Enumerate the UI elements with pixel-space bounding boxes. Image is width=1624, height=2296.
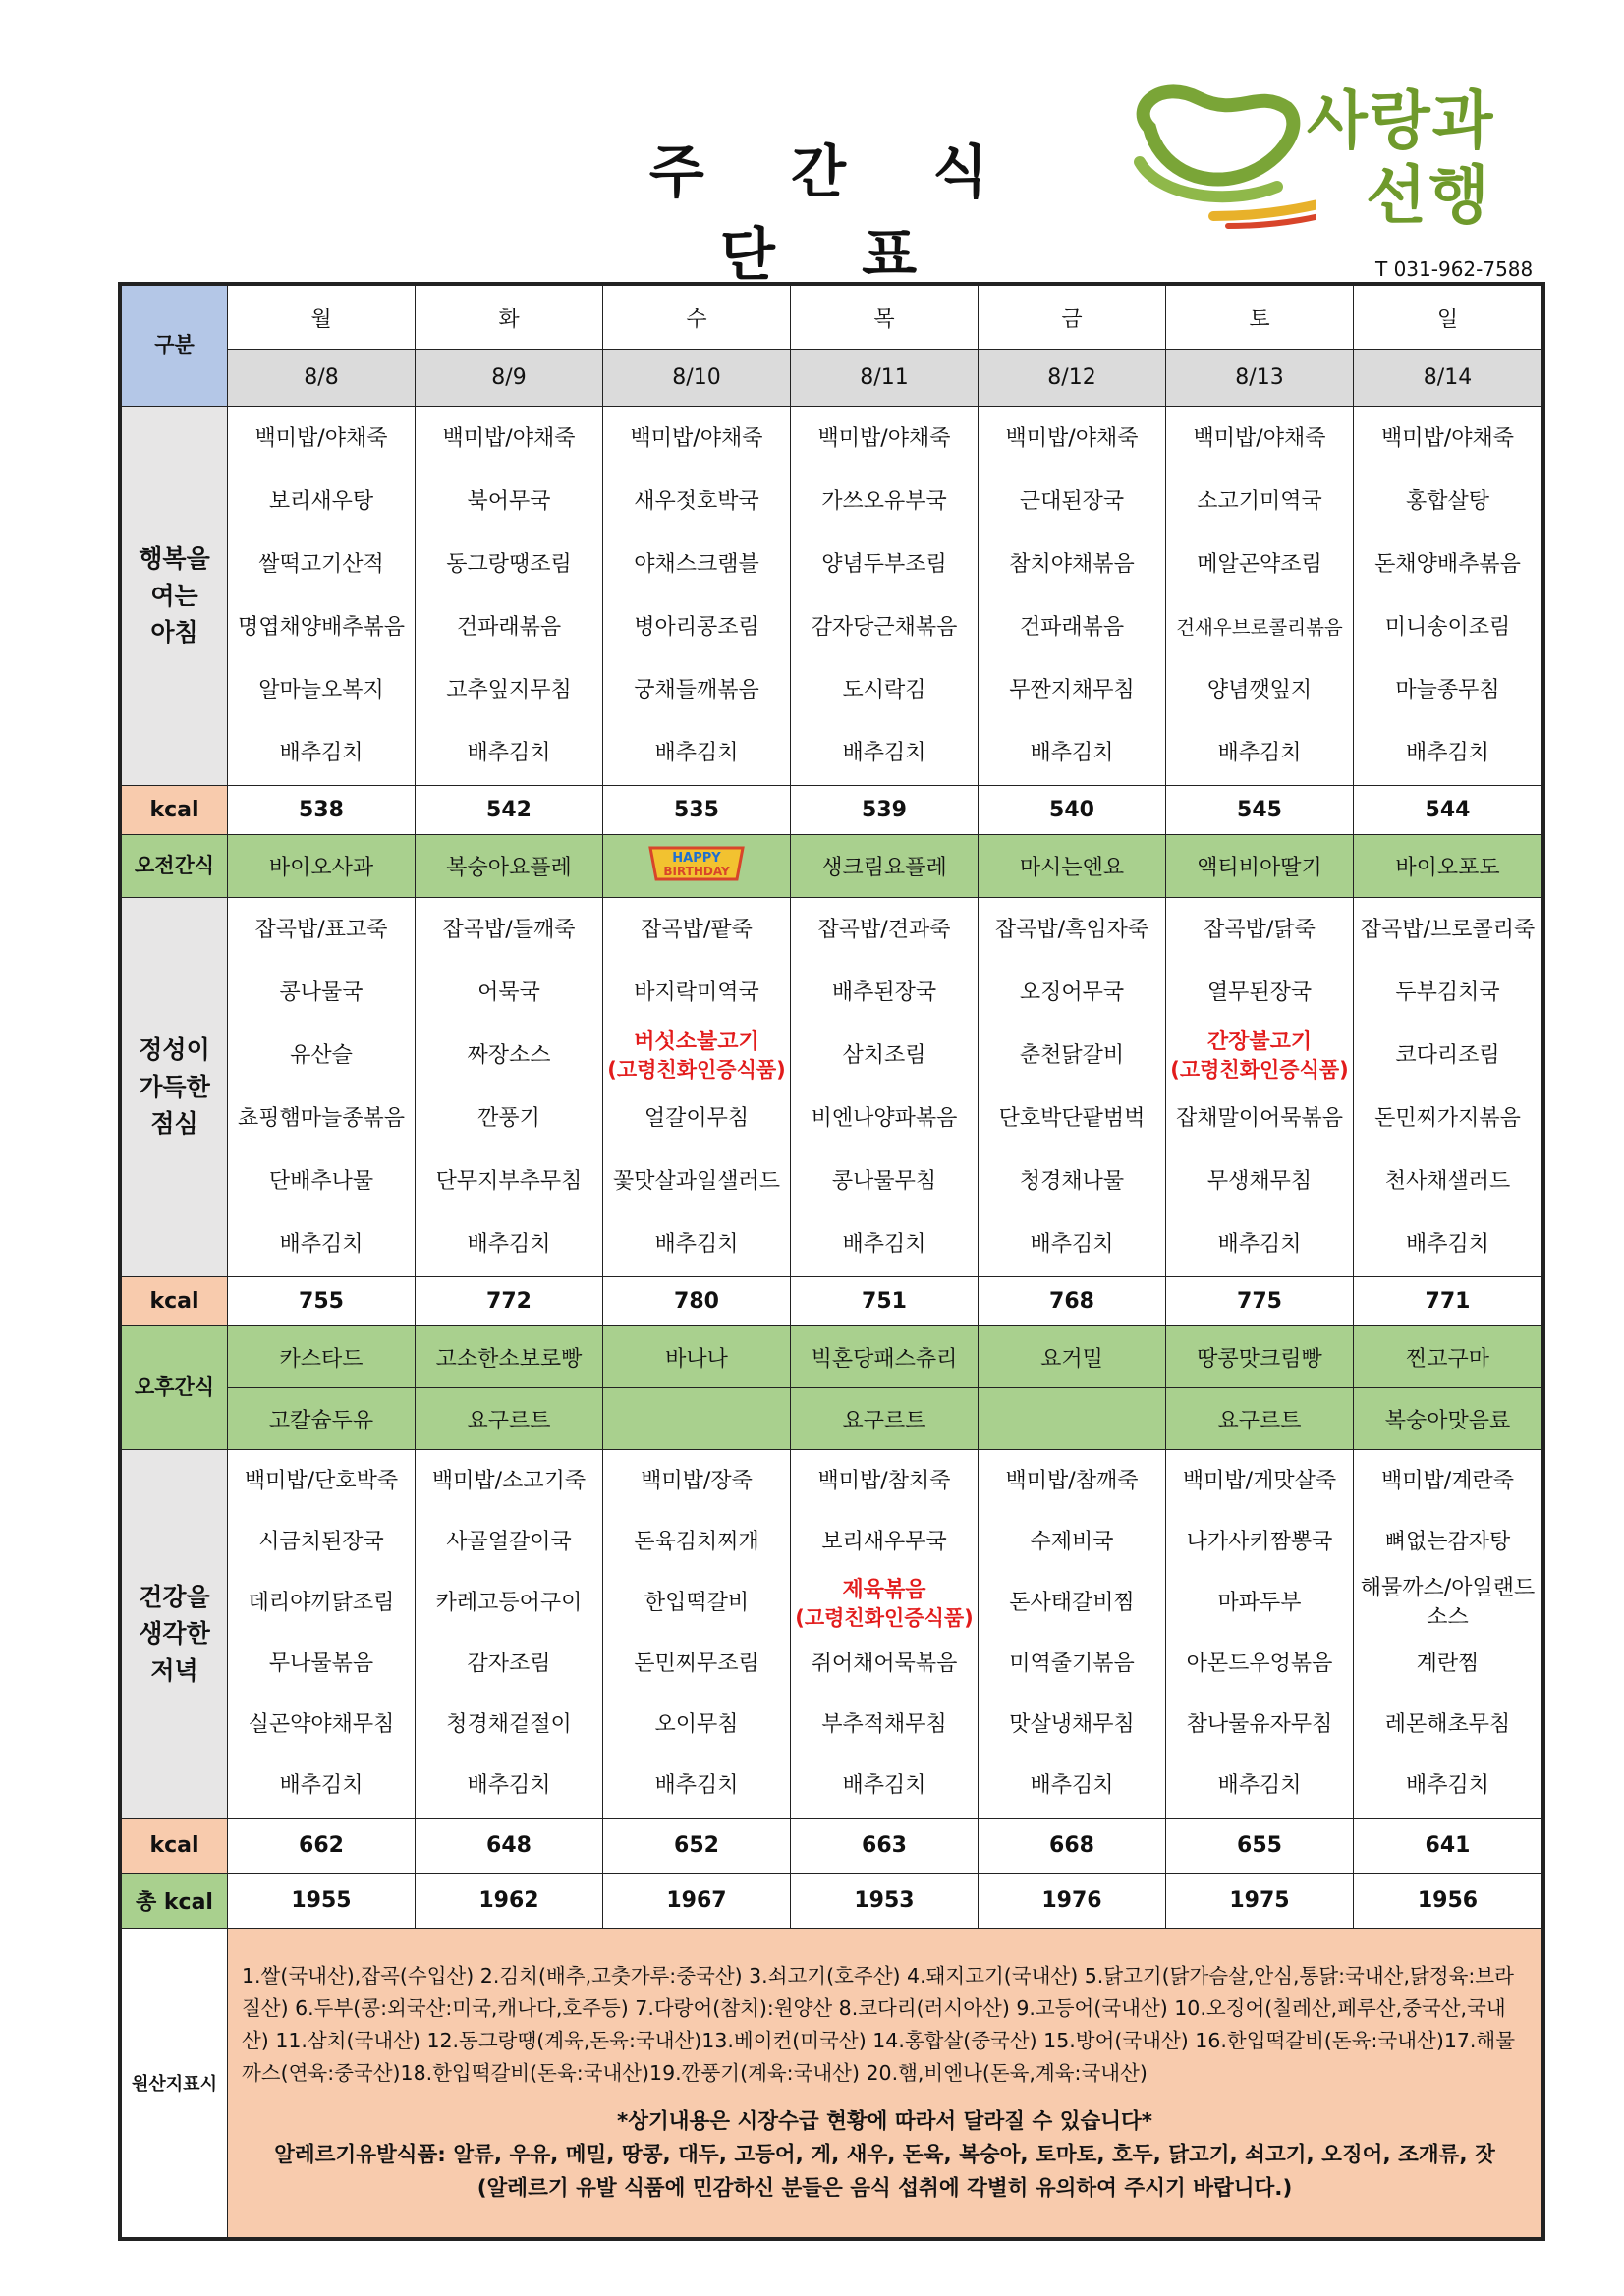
birthday-badge-line2: BIRTHDAY (663, 864, 730, 878)
menu-item: 한입떡갈비 (644, 1591, 750, 1615)
kcal-value: 755 (228, 1277, 416, 1326)
menu-item: 건파래볶음 (456, 614, 562, 640)
dinner-day-fri (979, 1450, 1166, 1819)
menu-item: 돈육김치찌개 (634, 1530, 759, 1554)
menu-item: 부추적채무침 (821, 1712, 947, 1737)
menu-item: 배추김치 (279, 1231, 364, 1257)
total-kcal-value: 1976 (979, 1874, 1166, 1929)
lunch-day-thu (791, 898, 979, 1277)
kcal-value: 544 (1354, 786, 1542, 835)
menu-item: 배추김치 (842, 1231, 926, 1257)
kcal-value: 545 (1166, 786, 1354, 835)
heart-hands-icon (1120, 69, 1316, 255)
menu-item: 실곤약야채무침 (248, 1712, 395, 1737)
date-header: 8/9 (416, 350, 603, 407)
menu-item: 쵸핑햄마늘종볶음 (237, 1105, 406, 1131)
menu-item: 메알곤약조림 (1197, 551, 1322, 577)
weekly-menu-table (121, 285, 1542, 2238)
lunch-day-wed (603, 898, 791, 1277)
menu-item: 배추김치 (467, 1773, 551, 1798)
logo-text-line1: 사랑과 (1307, 85, 1495, 158)
menu-item: 배추김치 (654, 1773, 739, 1798)
notice-block (242, 2105, 1528, 2206)
menu-item: 배추김치 (467, 740, 551, 765)
menu-item: 양념깻잎지 (1206, 677, 1313, 702)
menu-item: 배추김치 (1405, 740, 1489, 765)
snack-item: 바이오포도 (1354, 835, 1542, 898)
dinner-day-mon (228, 1450, 416, 1819)
day-header: 월 (228, 286, 416, 350)
dinner-day-thu (791, 1450, 979, 1819)
menu-item: 단호박단팥범벅 (998, 1105, 1146, 1131)
phone-number: T 031-962-7588 (1375, 257, 1534, 281)
menu-item: 데리야끼닭조림 (248, 1591, 395, 1615)
menu-item: 명엽채양배추볶음 (237, 614, 406, 640)
menu-item: 소고기미역국 (1197, 488, 1322, 514)
snack-item: 요거밀 (979, 1326, 1166, 1388)
dinner-day-tue (416, 1450, 603, 1819)
kcal-value: 772 (416, 1277, 603, 1326)
menu-item: 백미밥/계란죽 (1381, 1469, 1514, 1493)
menu-item: 돈민찌가지볶음 (1374, 1105, 1521, 1131)
menu-item: 백미밥/참깨죽 (1005, 1469, 1139, 1493)
certification-note: (고령친화인증식품) (607, 1057, 786, 1082)
date-header: 8/14 (1354, 350, 1542, 407)
menu-item: 배추김치 (1405, 1773, 1489, 1798)
lunch-label: 정성이 가득한 점심 (122, 898, 228, 1277)
date-header: 8/8 (228, 350, 416, 407)
menu-item: 배추김치 (842, 740, 926, 765)
menu-item: 가쓰오유부국 (821, 488, 947, 514)
menu-item: 알마늘오복지 (258, 677, 384, 702)
kcal-label: kcal (122, 1277, 228, 1326)
menu-item: 백미밥/게맛살죽 (1182, 1469, 1337, 1493)
menu-item: 무짠지채무침 (1009, 677, 1135, 702)
menu-item: 수제비국 (1030, 1530, 1114, 1554)
total-kcal-label: 총 kcal (122, 1874, 228, 1929)
menu-item: 유산슬 (290, 1042, 353, 1068)
menu-item: 참치야채볶음 (1009, 551, 1135, 577)
total-kcal-value: 1962 (416, 1874, 603, 1929)
menu-item: 삼치조림 (842, 1042, 926, 1068)
menu-item: 오이무침 (654, 1712, 739, 1737)
certification-note: (고령친화인증식품) (795, 1606, 974, 1630)
kcal-label: kcal (122, 786, 228, 835)
snack-item: 땅콩맛크림빵 (1166, 1326, 1354, 1388)
menu-item: 백미밥/야채죽 (442, 425, 576, 451)
menu-item: 북어무국 (467, 488, 551, 514)
date-header: 8/13 (1166, 350, 1354, 407)
date-header: 8/10 (603, 350, 791, 407)
menu-item: 잡곡밥/표고죽 (254, 917, 388, 942)
date-header: 8/11 (791, 350, 979, 407)
menu-item: 잡채말이어묵볶음 (1175, 1105, 1344, 1131)
morning-snack-label: 오전간식 (122, 835, 228, 898)
menu-item: 천사채샐러드 (1384, 1168, 1511, 1194)
menu-item: 배추김치 (1030, 1231, 1114, 1257)
menu-item: 백미밥/야채죽 (254, 425, 388, 451)
breakfast-day-sat (1166, 407, 1354, 786)
total-kcal-value: 1975 (1166, 1874, 1354, 1929)
menu-item: 잡곡밥/팥죽 (641, 917, 753, 942)
logo-text-line2: 선행 (1366, 160, 1491, 233)
menu-item: 비엔나양파볶음 (811, 1105, 958, 1131)
menu-item: 청경채겉절이 (446, 1712, 572, 1737)
menu-item: 야채스크램블 (634, 551, 759, 577)
kcal-value: 652 (603, 1819, 791, 1874)
kcal-value: 751 (791, 1277, 979, 1326)
menu-item: 홍합살탕 (1405, 488, 1489, 514)
menu-item: 미역줄기볶음 (1009, 1652, 1135, 1676)
menu-item: 감자조림 (467, 1652, 551, 1676)
menu-item: 백미밥/단호박죽 (244, 1469, 399, 1493)
lunch-day-sun (1354, 898, 1542, 1277)
kcal-value: 538 (228, 786, 416, 835)
total-kcal-value: 1953 (791, 1874, 979, 1929)
kcal-value: 641 (1354, 1819, 1542, 1874)
kcal-value: 668 (979, 1819, 1166, 1874)
lunch-day-sat (1166, 898, 1354, 1277)
menu-item: 쥐어채어묵볶음 (811, 1652, 958, 1676)
menu-item: 잡곡밥/브로콜리죽 (1360, 917, 1536, 942)
menu-item: 고추잎지무침 (446, 677, 572, 702)
menu-item: 맛살냉채무침 (1009, 1712, 1135, 1737)
day-header: 일 (1354, 286, 1542, 350)
menu-item: 코다리조림 (1395, 1042, 1500, 1068)
menu-item: 잡곡밥/들깨죽 (442, 917, 576, 942)
kcal-value: 768 (979, 1277, 1166, 1326)
snack-item: 카스타드 (228, 1326, 416, 1388)
kcal-value: 780 (603, 1277, 791, 1326)
menu-item: 도시락김 (842, 677, 926, 702)
date-header: 8/12 (979, 350, 1166, 407)
origin-info (228, 1929, 1542, 2238)
snack-item: 바나나 (603, 1326, 791, 1388)
menu-item: 새우젓호박국 (634, 488, 759, 514)
menu-item: 어묵국 (477, 980, 540, 1005)
menu-item: 바지락미역국 (634, 980, 759, 1005)
lunch-day-fri (979, 898, 1166, 1277)
category-header: 구분 (122, 286, 228, 407)
brand-logo (1120, 69, 1533, 255)
total-kcal-value: 1956 (1354, 1874, 1542, 1929)
breakfast-day-thu (791, 407, 979, 786)
day-header: 토 (1166, 286, 1354, 350)
menu-item: 백미밥/소고기죽 (431, 1469, 587, 1493)
menu-item: 배추김치 (654, 1231, 739, 1257)
kcal-value: 648 (416, 1819, 603, 1874)
breakfast-day-wed (603, 407, 791, 786)
menu-item: 돈사태갈비찜 (1009, 1591, 1135, 1615)
snack-item: 복숭아맛음료 (1354, 1388, 1542, 1450)
birthday-cell (603, 835, 791, 898)
origin-label: 원산지표시 (122, 1929, 228, 2238)
menu-item: 깐풍기 (477, 1105, 540, 1131)
kcal-value: 535 (603, 786, 791, 835)
dinner-day-sat (1166, 1450, 1354, 1819)
breakfast-day-sun (1354, 407, 1542, 786)
menu-item: 얼갈이무침 (644, 1105, 750, 1131)
snack-item: 복숭아요플레 (416, 835, 603, 898)
menu-item: 사골얼갈이국 (446, 1530, 572, 1554)
menu-item: 배추김치 (654, 740, 739, 765)
menu-item-highlight (603, 1025, 790, 1088)
kcal-value: 542 (416, 786, 603, 835)
menu-item: 카레고등어구이 (435, 1591, 583, 1615)
menu-item: 열무된장국 (1206, 980, 1313, 1005)
menu-item: 잡곡밥/흑임자죽 (994, 917, 1149, 942)
menu-item: 감자당근채볶음 (811, 614, 958, 640)
menu-item: 레몬해초무침 (1384, 1712, 1511, 1737)
menu-item: 배추김치 (279, 1773, 364, 1798)
menu-item: 백미밥/참치죽 (817, 1469, 951, 1493)
menu-item: 양념두부조림 (821, 551, 947, 577)
menu-item: 배추된장국 (831, 980, 937, 1005)
menu-item: 백미밥/장죽 (641, 1469, 753, 1493)
breakfast-label: 행복을 여는 아침 (122, 407, 228, 786)
menu-item: 배추김치 (1405, 1231, 1489, 1257)
kcal-label: kcal (122, 1819, 228, 1874)
menu-item: 짜장소스 (467, 1042, 551, 1068)
total-kcal-value: 1967 (603, 1874, 791, 1929)
menu-item: 잡곡밥/닭죽 (1204, 917, 1316, 942)
dinner-day-wed (603, 1450, 791, 1819)
menu-item: 무생채무침 (1206, 1168, 1313, 1194)
menu-item: 배추김치 (467, 1231, 551, 1257)
menu-item: 돈채양배추볶음 (1374, 551, 1521, 577)
menu-item: 백미밥/야채죽 (1193, 425, 1326, 451)
menu-item: 배추김치 (1217, 1231, 1302, 1257)
menu-item: 백미밥/야채죽 (1381, 425, 1514, 451)
snack-item: 마시는엔요 (979, 835, 1166, 898)
snack-item (603, 1388, 791, 1450)
menu-item: 뼈없는감자탕 (1384, 1530, 1511, 1554)
lunch-day-mon (228, 898, 416, 1277)
snack-item: 찐고구마 (1354, 1326, 1542, 1388)
menu-item: 콩나물국 (279, 980, 364, 1005)
menu-item: 잡곡밥/견과죽 (817, 917, 951, 942)
menu-item: 아몬드우엉볶음 (1186, 1652, 1333, 1676)
menu-item: 계란찜 (1416, 1652, 1480, 1676)
snack-item: 액티비아딸기 (1166, 835, 1354, 898)
afternoon-snack-label: 오후간식 (122, 1326, 228, 1450)
menu-item: 배추김치 (279, 740, 364, 765)
dinner-label: 건강을 생각한 저녁 (122, 1450, 228, 1819)
menu-item: 건새우브로콜리볶음 (1176, 615, 1343, 639)
menu-item: 춘천닭갈비 (1019, 1042, 1125, 1068)
menu-item: 오징어무국 (1019, 980, 1125, 1005)
dinner-day-sun (1354, 1450, 1542, 1819)
highlight-dish-name: 간장불고기 (1206, 1029, 1313, 1054)
menu-item: 배추김치 (1217, 1773, 1302, 1798)
birthday-badge-icon (643, 842, 751, 885)
menu-item: 배추김치 (1030, 1773, 1114, 1798)
menu-item: 돈민찌무조림 (634, 1652, 759, 1676)
menu-item-highlight (1166, 1025, 1353, 1088)
menu-item: 콩나물무침 (831, 1168, 937, 1194)
menu-item: 근대된장국 (1019, 488, 1125, 514)
highlight-dish-name: 제육볶음 (842, 1578, 926, 1602)
breakfast-day-tue (416, 407, 603, 786)
menu-item: 보리새우무국 (821, 1530, 947, 1554)
total-kcal-value: 1955 (228, 1874, 416, 1929)
menu-item: 쌀떡고기산적 (258, 551, 384, 577)
menu-item: 시금치된장국 (258, 1530, 384, 1554)
menu-item: 무나물볶음 (268, 1652, 374, 1676)
origin-text: 1.쌀(국내산),잡곡(수입산) 2.김치(배추,고춧가루:중국산) 3.쇠고기(호주산) 4.돼지고기(국내산) 5.닭고기(닭가슴살,안심,통닭:국내산,닭정육:브라질산) 6.두부(콩:외국산:미국,캐나다,호주등) 7.다랑어(참치):원양산 8.코다리(러시아산) 9.고등어(국내산) 10.오징어(칠레산,페루산,중국산,국내산) 11.삼치(국내산) 12.동그랑땡(계육,돈육:국내산)13.베이컨(미국산) 14.홍합살(중국산) 15.방어(국내산) 16.한입떡갈비(돈육:국내산)17.해물까스(연육:중국산)18.한입떡갈비(돈육:국내산)19.깐풍기(계육:국내산) 20.햄,비엔나(돈육,계육:국내산) (242, 1964, 1516, 2085)
snack-item: 고소한소보로빵 (416, 1326, 603, 1388)
day-header: 금 (979, 286, 1166, 350)
menu-item: 단배추나물 (268, 1168, 374, 1194)
menu-item: 마파두부 (1217, 1591, 1302, 1615)
snack-item: 요구르트 (791, 1388, 979, 1450)
snack-item: 요구르트 (416, 1388, 603, 1450)
kcal-value: 655 (1166, 1819, 1354, 1874)
menu-item: 보리새우탕 (268, 488, 374, 514)
menu-item: 참나물유자무침 (1186, 1712, 1333, 1737)
menu-item: 마늘종무침 (1395, 677, 1500, 702)
menu-item: 백미밥/야채죽 (817, 425, 951, 451)
menu-item: 병아리콩조림 (634, 614, 759, 640)
day-header: 수 (603, 286, 791, 350)
menu-item-highlight (791, 1573, 978, 1634)
kcal-value: 771 (1354, 1277, 1542, 1326)
lunch-day-tue (416, 898, 603, 1277)
snack-item (979, 1388, 1166, 1450)
page-title: 주 간 식 단 표 (648, 139, 1022, 288)
menu-item: 백미밥/야채죽 (1005, 425, 1139, 451)
menu-item: 배추김치 (842, 1773, 926, 1798)
menu-item: 단무지부추무침 (435, 1168, 583, 1194)
snack-item: 빅혼당패스츄리 (791, 1326, 979, 1388)
kcal-value: 663 (791, 1819, 979, 1874)
menu-item: 두부김치국 (1395, 980, 1500, 1005)
menu-item: 청경채나물 (1019, 1168, 1125, 1194)
snack-item: 고칼슘두유 (228, 1388, 416, 1450)
supply-notice: *상기내용은 시장수급 현황에 따라서 달라질 수 있습니다* (616, 2109, 1153, 2134)
snack-item: 요구르트 (1166, 1388, 1354, 1450)
day-header: 화 (416, 286, 603, 350)
snack-item: 바이오사과 (228, 835, 416, 898)
menu-item: 동그랑땡조림 (446, 551, 572, 577)
highlight-dish-name: 버섯소불고기 (634, 1029, 759, 1054)
menu-item: 미니송이조림 (1384, 614, 1511, 640)
menu-item: 해물까스/아일랜드소스 (1360, 1576, 1536, 1630)
breakfast-day-mon (228, 407, 416, 786)
menu-item: 궁채들깨볶음 (634, 677, 759, 702)
snack-item: 생크림요플레 (791, 835, 979, 898)
allergen-list: 알레르기유발식품: 알류, 우유, 메밀, 땅콩, 대두, 고등어, 게, 새우, 돈육, 복숭아, 토마토, 호두, 닭고기, 쇠고기, 오징어, 조개류, 잣 (274, 2143, 1495, 2167)
certification-note: (고령친화인증식품) (1170, 1057, 1349, 1082)
menu-item: 배추김치 (1217, 740, 1302, 765)
kcal-value: 775 (1166, 1277, 1354, 1326)
birthday-badge-line1: HAPPY (672, 850, 721, 866)
kcal-value: 662 (228, 1819, 416, 1874)
menu-item: 나가사키짬뽕국 (1186, 1530, 1333, 1554)
kcal-value: 539 (791, 786, 979, 835)
day-header: 목 (791, 286, 979, 350)
menu-item: 배추김치 (1030, 740, 1114, 765)
breakfast-day-fri (979, 407, 1166, 786)
menu-item: 꽃맛살과일샐러드 (612, 1168, 781, 1194)
menu-item: 건파래볶음 (1019, 614, 1125, 640)
kcal-value: 540 (979, 786, 1166, 835)
menu-item: 백미밥/야채죽 (630, 425, 763, 451)
allergen-warning: (알레르기 유발 식품에 민감하신 분들은 음식 섭취에 각별히 유의하여 주시기 바랍니다.) (476, 2176, 1293, 2201)
